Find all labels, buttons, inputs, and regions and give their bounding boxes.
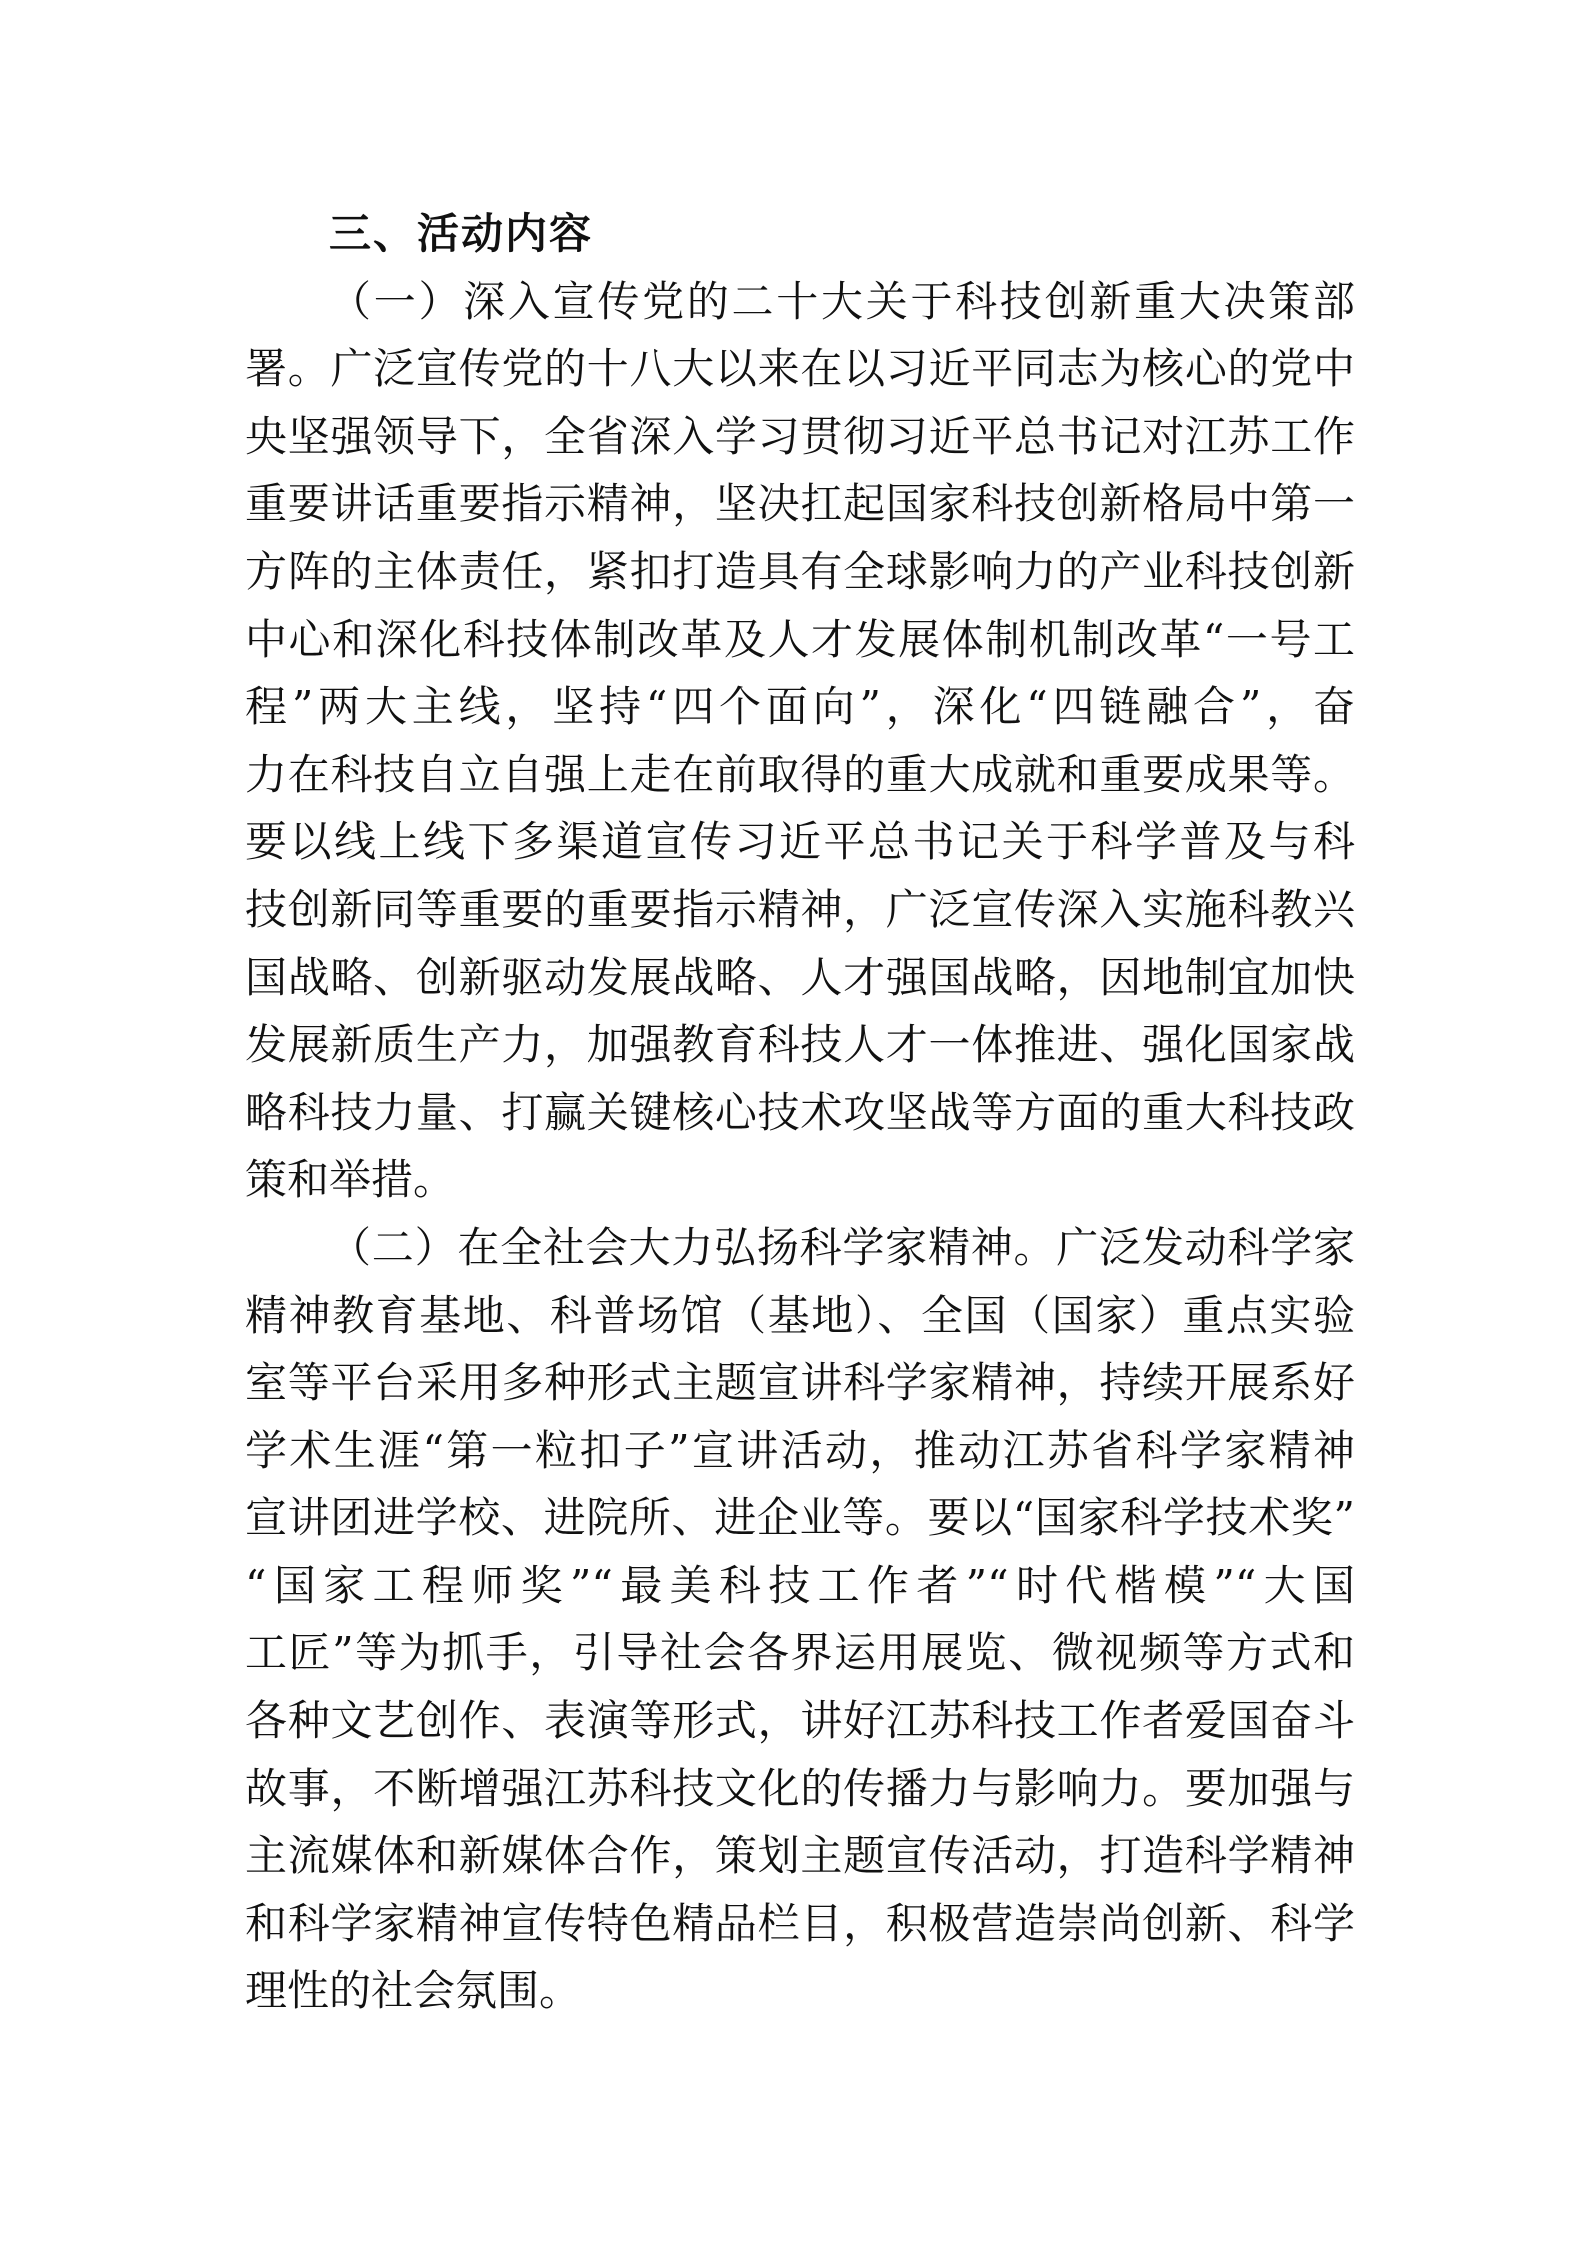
paragraph-line: 方阵的主体责任，紧扣打造具有全球影响力的产业科技创新 [245,546,1355,596]
paragraph-line: 央坚强领导下，全省深入学习贯彻习近平总书记对江苏工作 [245,411,1355,461]
paragraph-line: 发展新质生产力，加强教育科技人才一体推进、强化国家战 [245,1020,1355,1070]
paragraph-line: 工匠”等为抓手，引导社会各界运用展览、微视频等方式和 [245,1628,1355,1678]
paragraph-line: 国战略、创新驱动发展战略、人才强国战略，因地制宜加快 [245,952,1355,1002]
paragraph-line: 宣讲团进学校、进院所、进企业等。要以“国家科学技术奖” [245,1493,1355,1543]
paragraph-line: 署。广泛宣传党的十八大以来在以习近平同志为核心的党中 [245,344,1355,394]
paragraph-line: （一）深入宣传党的二十大关于科技创新重大决策部 [329,276,1355,326]
paragraph-line: 重要讲话重要指示精神，坚决扛起国家科技创新格局中第一 [245,479,1355,529]
document-body [245,200,1355,2025]
paragraph-line: “国家工程师奖”“最美科技工作者”“时代楷模”“大国 [245,1560,1355,1610]
paragraph-line: 略科技力量、打赢关键核心技术攻坚战等方面的重大科技政 [245,1087,1355,1137]
paragraph-line: 策和举措。 [245,1155,456,1205]
paragraph-line: 技创新同等重要的重要指示精神，广泛宣传深入实施科教兴 [245,884,1355,934]
paragraph-line: 主流媒体和新媒体合作，策划主题宣传活动，打造科学精神 [245,1831,1355,1881]
paragraph-line: 各种文艺创作、表演等形式，讲好江苏科技工作者爱国奋斗 [245,1696,1355,1746]
paragraph-line: 中心和深化科技体制改革及人才发展体制机制改革“一号工 [245,614,1355,664]
paragraph-line: 程”两大主线，坚持“四个面向”，深化“四链融合”，奋 [245,682,1355,732]
paragraph-line: 和科学家精神宣传特色精品栏目，积极营造崇尚创新、科学 [245,1898,1355,1948]
paragraph-line: 学术生涯“第一粒扣子”宣讲活动，推动江苏省科学家精神 [245,1425,1355,1475]
paragraph-line: （二）在全社会大力弘扬科学家精神。广泛发动科学家 [329,1222,1355,1272]
paragraph-1 [245,268,1355,1214]
paragraph-2 [245,1214,1355,2025]
paragraph-line: 室等平台采用多种形式主题宣讲科学家精神，持续开展系好 [245,1358,1355,1408]
paragraph-line: 要以线上线下多渠道宣传习近平总书记关于科学普及与科 [245,817,1355,867]
paragraph-line: 理性的社会氛围。 [245,1966,582,2016]
paragraph-line: 精神教育基地、科普场馆（基地）、全国（国家）重点实验 [245,1290,1355,1340]
paragraph-line: 故事，不断增强江苏科技文化的传播力与影响力。要加强与 [245,1763,1355,1813]
paragraph-line: 力在科技自立自强上走在前取得的重大成就和重要成果等。 [245,749,1355,799]
section-heading: 三、活动内容 [329,209,594,258]
